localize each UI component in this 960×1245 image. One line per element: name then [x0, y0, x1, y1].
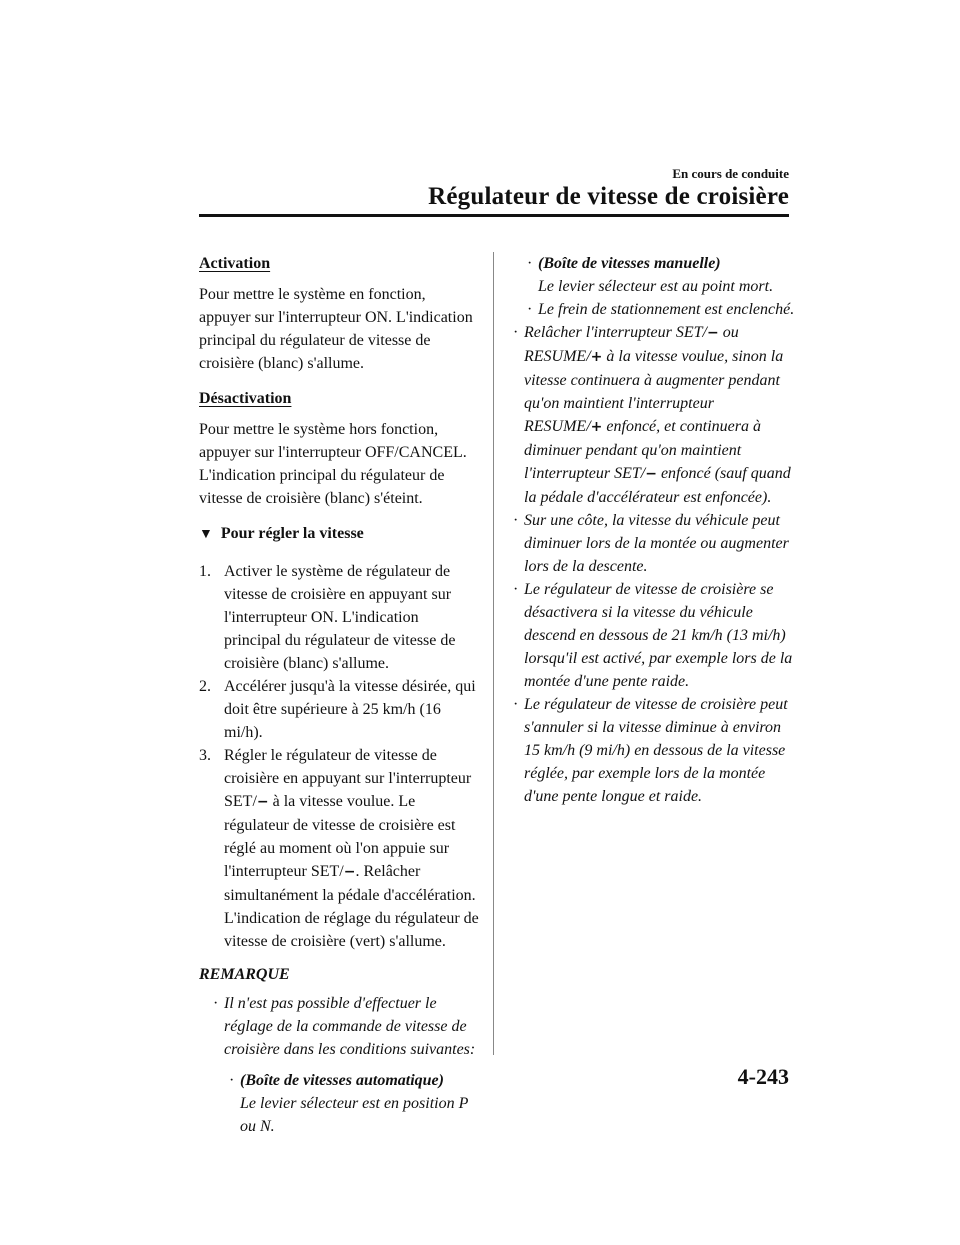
note-item: · Relâcher l'interrupteur SET/− ou RESUME/+ à la vitesse voulue, sinon la vitesse continuera à augmenter pendant qu'on maintient l'interrupteur RESUME/+ enfoncé, et continuera à diminuer pendant qu'on maintient l'interrupteur SET/− enfoncé (sauf quand la pédale d'accélérateur est enfoncée).	[510, 321, 796, 509]
step-number: 3.	[199, 747, 211, 764]
step-item	[199, 560, 479, 675]
left-column	[199, 252, 479, 1142]
note-list	[199, 992, 479, 1061]
activation-text: Pour mettre le système en fonction, appuyer sur l'interrupteur ON. L'indication principal du régulateur de vitesse de croisière (blanc) s'allume.	[199, 286, 473, 372]
note-item: · Le régulateur de vitesse de croisière peut s'annuler si la vitesse diminue à environ 15 km/h (9 mi/h) en dessous de la vitesse réglée, par exemple lors de la montée d'une pente longue et raide.	[510, 693, 796, 808]
note-item: · Le régulateur de vitesse de croisière se désactivera si la vitesse du véhicule descend en dessous de 21 km/h (13 mi/h) lorsqu'il est activé, par exemple lors de la montée d'une pente raide.	[510, 578, 796, 693]
bullet-icon: ·	[513, 696, 519, 713]
step-text: Activer le système de régulateur de vitesse de croisière en appuyant sur l'interrupteur ON. L'indication principal du régulateur de vitesse de croisière (blanc) s'allume.	[224, 563, 456, 672]
set-speed-heading-text: Pour régler la vitesse	[220, 525, 364, 542]
column-divider	[493, 252, 494, 1055]
steps-list	[199, 560, 479, 953]
note-item: · Il n'est pas possible d'effectuer le réglage de la commande de vitesse de croisière dans les conditions suivantes:	[210, 992, 479, 1061]
step-text: Régler le régulateur de vitesse de croisière en appuyant sur l'interrupteur SET/− à la vitesse voulue. Le régulateur de vitesse de croisière est réglé au moment où l'on appuie sur l'interrupteur SET/−. Relâcher simultanément la pédale d'accélération. L'indication de réglage du régulateur de vitesse de croisière (vert) s'allume.	[224, 747, 479, 950]
set-speed-heading	[199, 522, 479, 546]
minus-icon: −	[343, 864, 356, 880]
note-item: · Sur une côte, la vitesse du véhicule peut diminuer lors de la montée ou augmenter lors de la descente.	[510, 509, 796, 578]
header-divider	[199, 214, 789, 217]
step-item	[199, 675, 479, 744]
plus-icon: +	[590, 349, 603, 365]
condition-item: · (Boîte de vitesses automatique) Le levier sélecteur est en position P ou N.	[226, 1069, 479, 1138]
triangle-marker-icon: ▼	[199, 527, 213, 542]
condition-item: · Le frein de stationnement est enclenché.	[524, 298, 796, 321]
step-number: 2.	[199, 678, 211, 695]
bullet-icon: ·	[229, 1072, 235, 1089]
conditions-list	[199, 1069, 479, 1138]
minus-icon: −	[645, 466, 657, 482]
desactivation-heading: Désactivation	[199, 390, 292, 407]
page-number: 4-243	[737, 1064, 789, 1089]
right-column	[510, 252, 796, 808]
plus-icon: +	[590, 419, 603, 435]
bullet-icon: ·	[213, 995, 219, 1012]
step-number: 1.	[199, 563, 211, 580]
bullet-icon: ·	[513, 512, 519, 529]
minus-icon: −	[256, 794, 269, 810]
step-text: Accélérer jusqu'à la vitesse désirée, qui doit être supérieure à 25 km/h (16 mi/h).	[224, 678, 476, 741]
conditions-list-continued	[510, 252, 796, 321]
bullet-icon: ·	[513, 324, 519, 341]
note-heading: REMARQUE	[199, 966, 290, 983]
activation-heading: Activation	[199, 255, 271, 272]
bullet-icon: ·	[527, 301, 533, 318]
bullet-icon: ·	[513, 581, 519, 598]
minus-icon: −	[706, 325, 719, 341]
step-item	[199, 744, 479, 953]
condition-item: · (Boîte de vitesses manuelle) Le levier sélecteur est au point mort.	[524, 252, 796, 298]
desactivation-text: Pour mettre le système hors fonction, appuyer sur l'interrupteur OFF/CANCEL. L'indication principal du régulateur de vitesse de croisière (blanc) s'éteint.	[199, 421, 467, 507]
note-list-continued	[510, 321, 796, 808]
section-label: En cours de conduite	[672, 166, 789, 181]
bullet-icon: ·	[527, 255, 533, 272]
page-title: Régulateur de vitesse de croisière	[428, 183, 789, 210]
